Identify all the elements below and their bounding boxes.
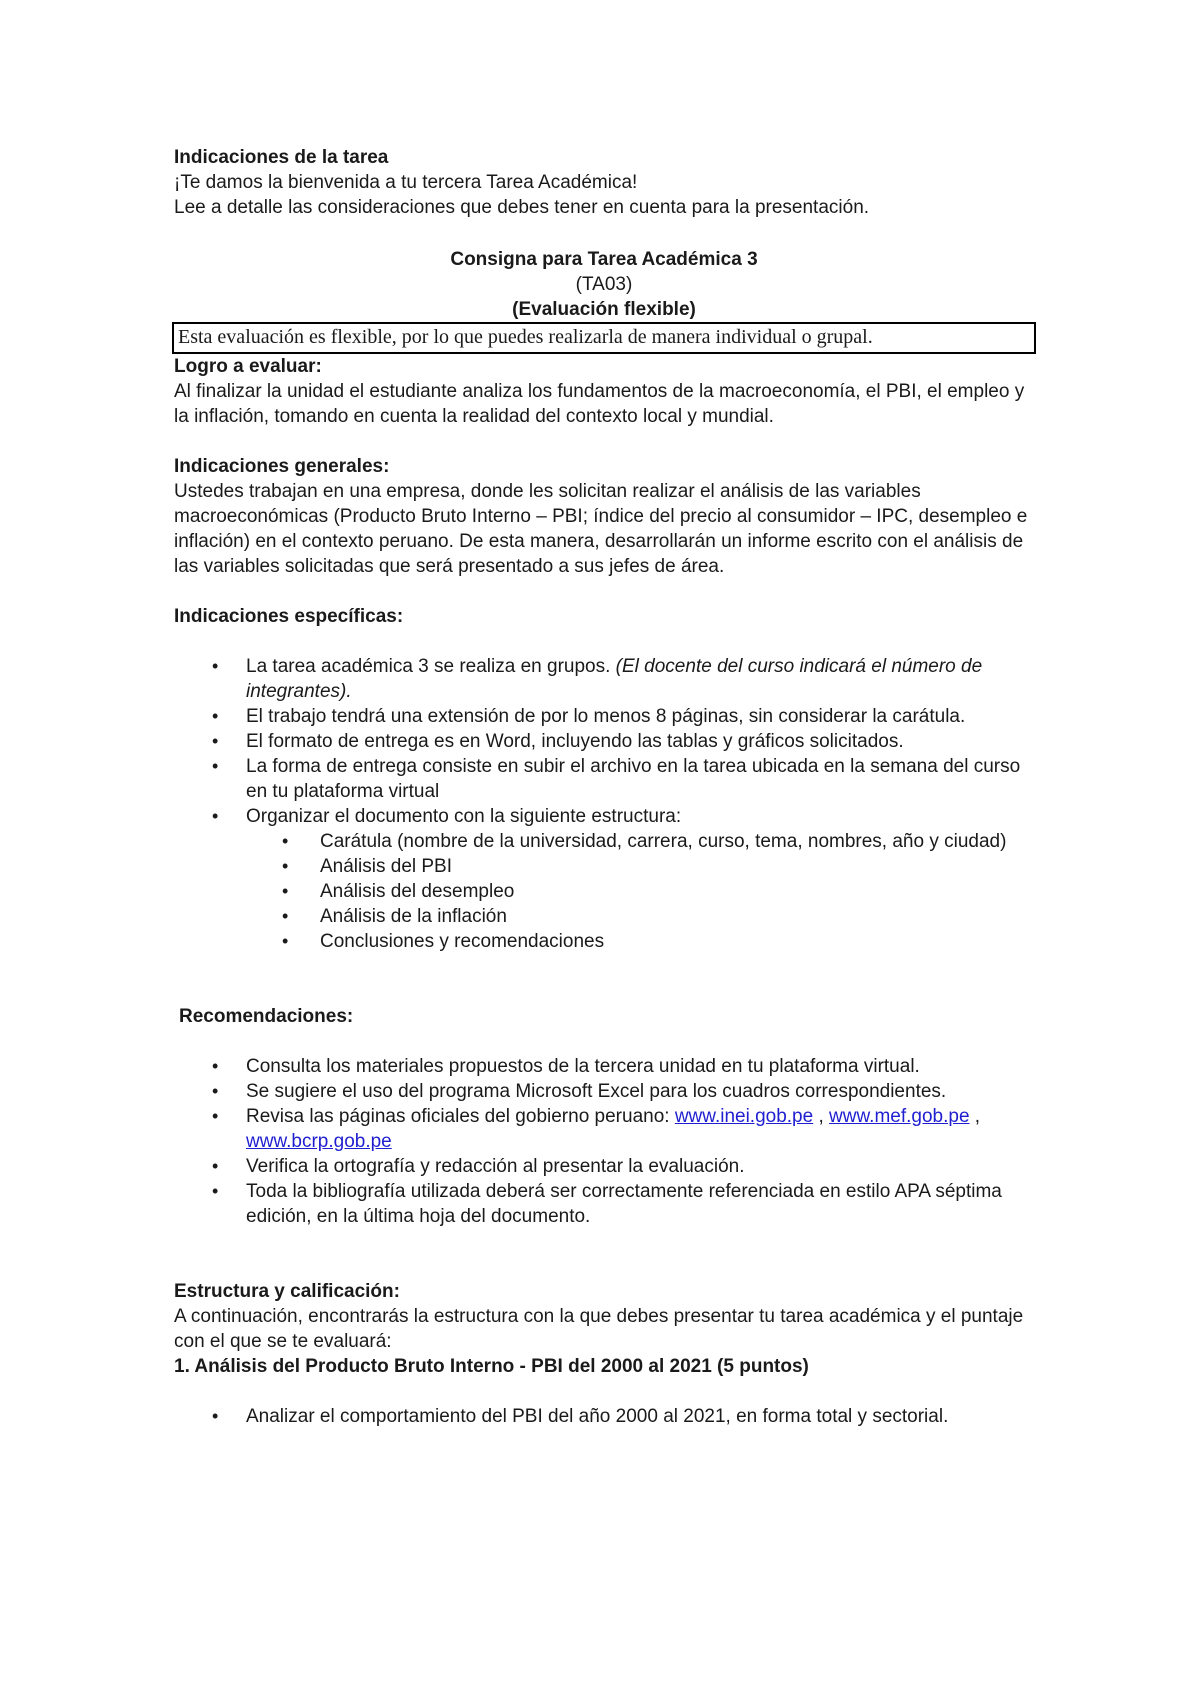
logro-heading: Logro a evaluar:	[174, 356, 322, 377]
list-item: • El formato de entrega es en Word, incluyendo las tablas y gráficos solicitados.	[174, 729, 1034, 754]
especificas-heading: Indicaciones específicas:	[174, 606, 404, 627]
list-item: • Toda la bibliografía utilizada deberá ser correctamente referenciada en estilo APA séptima edición, en la última hoja del documento.	[174, 1179, 1034, 1229]
list-item	[174, 804, 1034, 954]
bcrp-link[interactable]: www.bcrp.gob.pe	[246, 1131, 392, 1152]
list-item	[174, 654, 1034, 704]
generales-heading: Indicaciones generales:	[174, 456, 390, 477]
generales-text: Ustedes trabajan en una empresa, donde les solicitan realizar el análisis de las variables macroeconómicas (Producto Bruto Interno – PBI; índice del precio al consumidor – IPC, desempleo e inflación) en el contexto peruano. De esta manera, desarrollarán un informe escrito con el análisis de las variables solicitadas que será presentado a sus jefes de área.	[174, 481, 1028, 577]
document-page	[174, 145, 1034, 1429]
list-item: • Analizar el comportamiento del PBI del año 2000 al 2021, en forma total y sectorial.	[174, 1404, 1034, 1429]
consigna-title: Consigna para Tarea Académica 3	[450, 249, 758, 270]
link-separator: ,	[813, 1106, 830, 1127]
list-item	[174, 1104, 1034, 1154]
structure-sublist	[174, 829, 1034, 954]
section1-heading: 1. Análisis del Producto Bruto Interno - PBI del 2000 al 2021 (5 puntos)	[174, 1356, 809, 1377]
recomendaciones-list	[174, 1054, 1034, 1229]
sublist-item: • Análisis del desempleo	[174, 879, 1034, 904]
link-separator: ,	[969, 1106, 981, 1127]
list-item: • Se sugiere el uso del programa Microsoft Excel para los cuadros correspondientes.	[174, 1079, 1034, 1104]
flexible-notice-box: Esta evaluación es flexible, por lo que puedes realizarla de manera individual o grupal.	[172, 322, 1036, 354]
recomendaciones-heading: Recomendaciones:	[179, 1006, 354, 1027]
list-item: • Verifica la ortografía y redacción al presentar la evaluación.	[174, 1154, 1034, 1179]
list-item: • El trabajo tendrá una extensión de por lo menos 8 páginas, sin considerar la carátula.	[174, 704, 1034, 729]
list-item-italic: (El docente del curso indicará el número de integrantes).	[246, 656, 983, 702]
sublist-item: • Análisis del PBI	[174, 854, 1034, 879]
sublist-item: • Conclusiones y recomendaciones	[174, 929, 1034, 954]
list-item-text: Organizar el documento con la siguiente estructura:	[246, 806, 682, 827]
estructura-text: A continuación, encontrarás la estructura con la que debes presentar tu tarea académica y el puntaje con el que se te evaluará:	[174, 1306, 1024, 1352]
consigna-type: (Evaluación flexible)	[512, 299, 696, 320]
mef-link[interactable]: www.mef.gob.pe	[829, 1106, 970, 1127]
list-item: • La forma de entrega consiste en subir el archivo en la tarea ubicada en la semana del curso en tu plataforma virtual	[174, 754, 1034, 804]
welcome-text: ¡Te damos la bienvenida a tu tercera Tarea Académica!	[174, 172, 638, 193]
consigna-code: (TA03)	[575, 274, 633, 295]
read-note: Lee a detalle las consideraciones que debes tener en cuenta para la presentación.	[174, 197, 870, 218]
inei-link[interactable]: www.inei.gob.pe	[674, 1106, 814, 1127]
list-item: • Consulta los materiales propuestos de la tercera unidad en tu plataforma virtual.	[174, 1054, 1034, 1079]
list-item-text: Revisa las páginas oficiales del gobierno peruano:	[246, 1106, 675, 1127]
section1-list	[174, 1404, 1034, 1429]
sublist-item: • Carátula (nombre de la universidad, carrera, curso, tema, nombres, año y ciudad)	[174, 829, 1034, 854]
logro-text: Al finalizar la unidad el estudiante analiza los fundamentos de la macroeconomía, el PBI, el empleo y la inflación, tomando en cuenta la realidad del contexto local y mundial.	[174, 381, 1025, 427]
estructura-heading: Estructura y calificación:	[174, 1281, 400, 1302]
intro-heading: Indicaciones de la tarea	[174, 147, 389, 168]
especificas-list	[174, 654, 1034, 954]
list-item-text: La tarea académica 3 se realiza en grupos.	[246, 656, 616, 677]
sublist-item: • Análisis de la inflación	[174, 904, 1034, 929]
